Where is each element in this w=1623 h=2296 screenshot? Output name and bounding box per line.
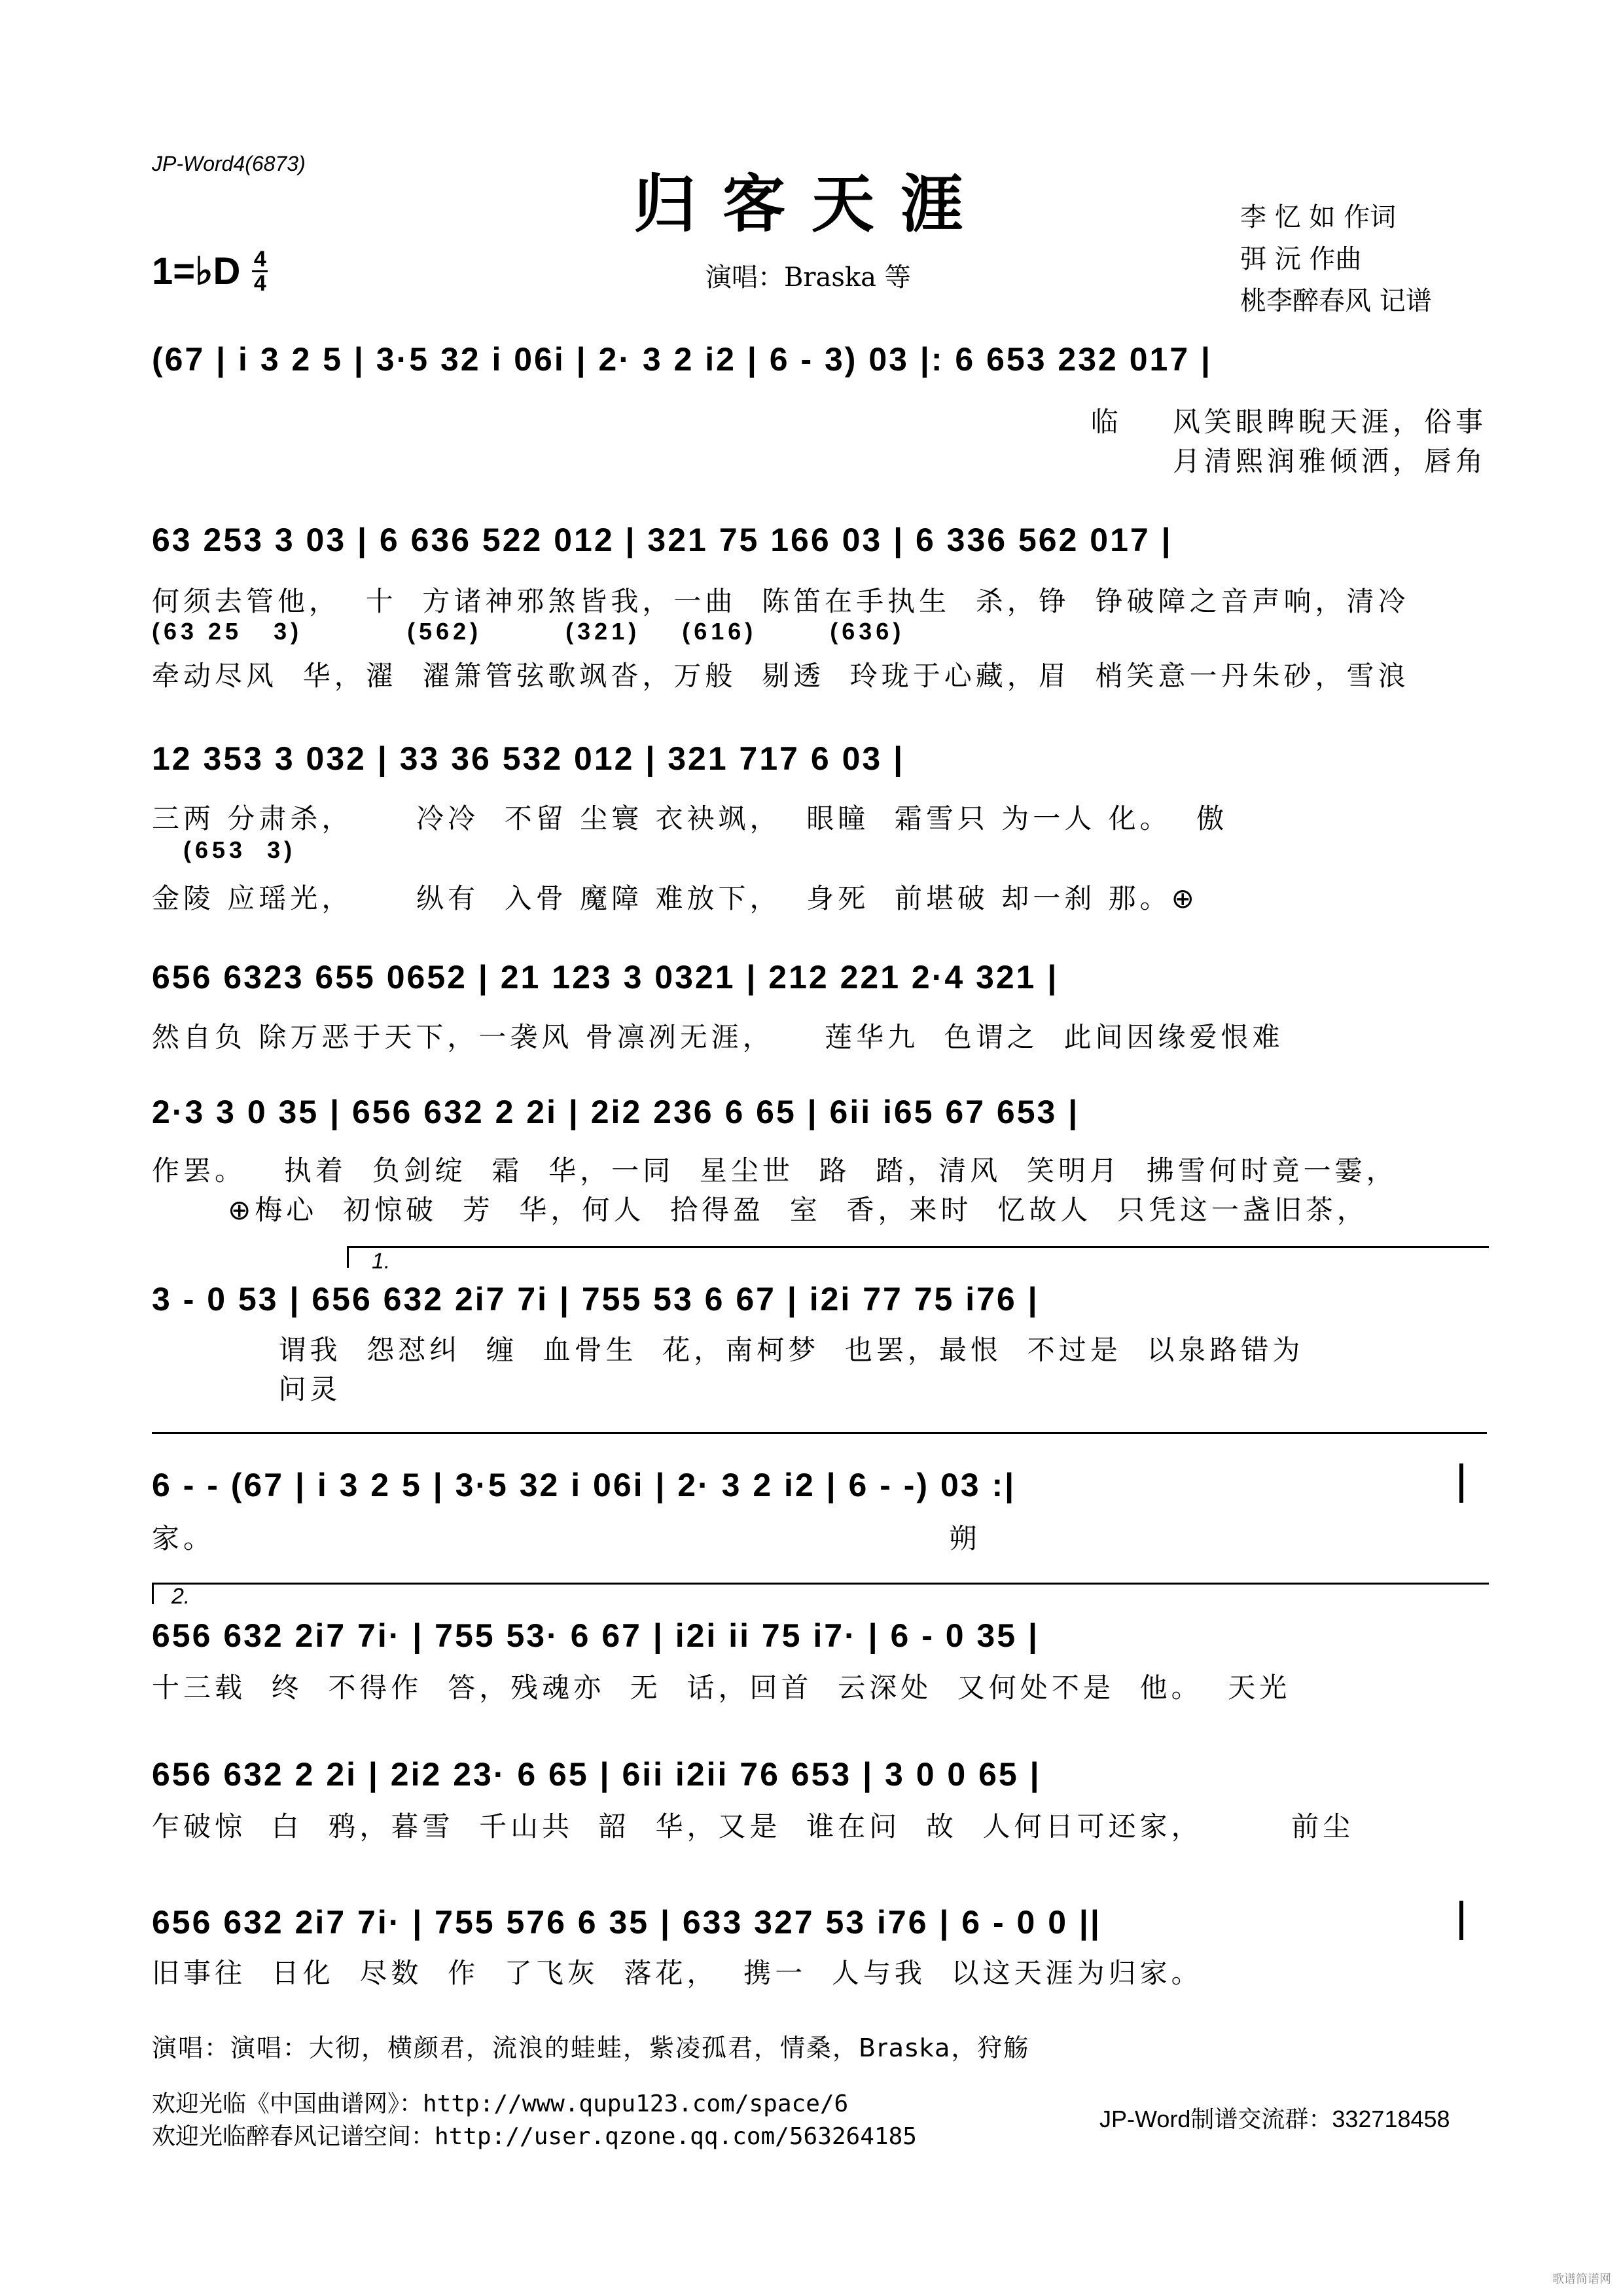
footer-link-qzone: 欢迎光临醉春风记谱空间：http://user.qzone.qq.com/563264185: [152, 2123, 917, 2150]
volta-bracket-1: [347, 1246, 1489, 1268]
lyrics-line-2a: 何须去管他， 十 方诸神邪煞皆我，一曲 陈笛在手执生 杀，铮 铮破障之音声响，清冷: [152, 585, 1410, 617]
song-title: 归客天涯: [633, 167, 990, 241]
volta-bracket-2: [152, 1583, 1489, 1604]
volta-label-1: 1.: [372, 1249, 391, 1274]
repeat-end-bar: [1459, 1463, 1463, 1503]
lyrics-line-2b: 牵动尽风 华，濯 濯箫管弦歌飒沓，万般 剔透 玲珑于心藏，眉 梢笑意一丹朱砂，雪浪: [152, 660, 1410, 692]
composer: 弭 沅 作曲: [1240, 244, 1362, 274]
notation-line-3: 12 353 3 032 | 33 36 532 012 | 321 717 6 03 |: [152, 740, 905, 777]
credits: [1240, 196, 1432, 322]
notation-line-9: 656 632 2 2i | 2i2 23· 6 65 | 6ii i2ii 76 653 | 3 0 0 65 |: [152, 1756, 1041, 1793]
singer-label: 演唱：Braska 等: [705, 262, 911, 293]
lyrics-line-8: 十三载 终 不得作 答，残魂亦 无 话，回首 云深处 又何处不是 他。 天光: [152, 1672, 1291, 1704]
lyrics-line-9: 乍破惊 白 鸦，暮雪 千山共 韶 华，又是 谁在问 故 人何日可还家， 前尘: [152, 1810, 1355, 1842]
notation-line-7: 6 - - (67 | i 3 2 5 | 3·5 32 i 06i | 2· 3 2 i2 | 6 - -) 03 :|: [152, 1467, 1016, 1503]
performers: 演唱：演唱：大彻，横颜君，流浪的蛙蛙，紫凌孤君，情桑，Braska，狩觞: [152, 2034, 1030, 2062]
lyrics-line-1a: 临 风笑眼睥睨天涯，俗事: [1090, 406, 1487, 438]
footer-group: JP-Word制谱交流群：332718458: [1099, 2106, 1450, 2132]
software-label: JP-Word4(6873): [152, 152, 306, 175]
notation-line-10: 656 632 2i7 7i· | 755 576 6 35 | 633 327 53 i76 | 6 - 0 0 ||: [152, 1904, 1101, 1941]
transcriber: 桃李醉春风 记谱: [1240, 286, 1432, 316]
key-signature: [152, 246, 268, 296]
lyrics-line-4: 然自负 除万恶于天下，一袭风 骨凛冽无涯， 莲华九 色谓之 此间因缘爱恨难: [152, 1021, 1284, 1053]
lyricist: 李 忆 如 作词: [1240, 202, 1397, 232]
notation-line-5: 2·3 3 0 35 | 656 632 2 2i | 2i2 236 6 65 | 6ii i65 67 653 |: [152, 1094, 1080, 1130]
notation-line-1: (67 | i 3 2 5 | 3·5 32 i 06i | 2· 3 2 i2 | 6 - 3) 03 |: 6 653 232 017 |: [152, 341, 1213, 378]
lyrics-line-2-alt-notes: (63 25 3) (562) (321) (616) (636): [152, 618, 905, 645]
time-signature: [252, 246, 268, 296]
key-label: 1=♭D: [152, 250, 241, 293]
lyrics-line-3b: 金陵 应瑶光， 纵有 入骨 魔障 难放下， 身死 前堪破 却一刹 那。⊕: [152, 882, 1198, 914]
lyrics-line-10: 旧事往 日化 尽数 作 了飞灰 落花， 携一 人与我 以这天涯为归家。: [152, 1957, 1203, 1989]
lyrics-line-3-alt-notes: (653 3): [152, 836, 296, 863]
final-bar: [1459, 1901, 1463, 1940]
lyrics-line-6b: 问灵: [152, 1373, 342, 1405]
notation-line-4: 656 6323 655 0652 | 21 123 3 0321 | 212 221 2·4 321 |: [152, 959, 1059, 996]
lyrics-line-3a: 三两 分肃杀， 冷冷 不留 尘寰 衣袂飒， 眼瞳 霜雪只 为一人 化。 傲: [152, 802, 1228, 834]
time-bottom: 4: [253, 270, 266, 296]
watermark: 歌谱简谱网: [1552, 2272, 1611, 2286]
footer-link-qupu: 欢迎光临《中国曲谱网》：http://www.qupu123.com/space/6: [152, 2090, 849, 2117]
volta-label-2: 2.: [171, 1584, 190, 1609]
lyrics-line-6a: 谓我 怨怼纠 缠 血骨生 花，南柯梦 也罢，最恨 不过是 以泉路错为: [152, 1334, 1304, 1366]
lyrics-line-5b: ⊕梅心 初惊破 芳 华，何人 拾得盈 室 香，来时 忆故人 只凭这一盏旧茶，: [152, 1194, 1368, 1226]
notation-line-6: 3 - 0 53 | 656 632 2i7 7i | 755 53 6 67 | i2i 77 75 i76 |: [152, 1281, 1039, 1318]
notation-line-8: 656 632 2i7 7i· | 755 53· 6 67 | i2i ii 75 i7· | 6 - 0 35 |: [152, 1617, 1039, 1654]
lyrics-line-7: 家。 朔: [152, 1522, 981, 1554]
lyrics-line-1b: 月清熙润雅倾洒，唇角: [1172, 445, 1487, 477]
volta-bracket-1-continued: [152, 1432, 1487, 1454]
lyrics-line-5a: 作罢。 执着 负剑绽 霜 华，一同 星尘世 路 踏，清风 笑明月 拂雪何时竟一霎，: [152, 1155, 1398, 1187]
time-top: 4: [253, 246, 266, 272]
notation-line-2: 63 253 3 03 | 6 636 522 012 | 321 75 166 03 | 6 336 562 017 |: [152, 522, 1173, 558]
